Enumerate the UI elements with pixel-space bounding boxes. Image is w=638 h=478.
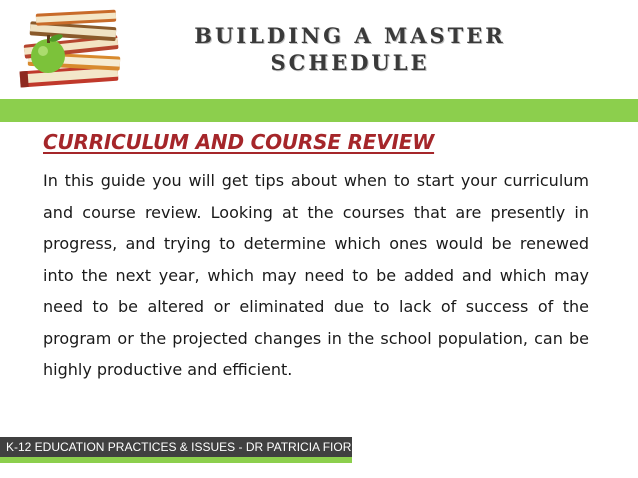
header-divider-bar [0, 99, 638, 122]
footer-banner [0, 437, 386, 463]
footer-text: K-12 EDUCATION PRACTICES & ISSUES - DR PATRICIA FIORIELLO [6, 440, 386, 454]
footer-accent-bar [0, 457, 352, 463]
body-paragraph: In this guide you will get tips about when to start your curriculum and course review. Looking at the courses that are presently in progress, and trying to determine which ones would be renewed into the next year, which may need to be added and which may need to be altered or eliminated due to lack of success of the program or the projected changes in the school population, can be highly productive and efficient. [43, 171, 589, 379]
page-title-line-1: BUILDING A MASTER [194, 23, 506, 48]
page-title [180, 22, 520, 76]
section-heading: CURRICULUM AND COURSE REVIEW [43, 130, 435, 154]
page-title-line-2: SCHEDULE [270, 50, 430, 75]
books-with-apple-icon [10, 6, 130, 96]
